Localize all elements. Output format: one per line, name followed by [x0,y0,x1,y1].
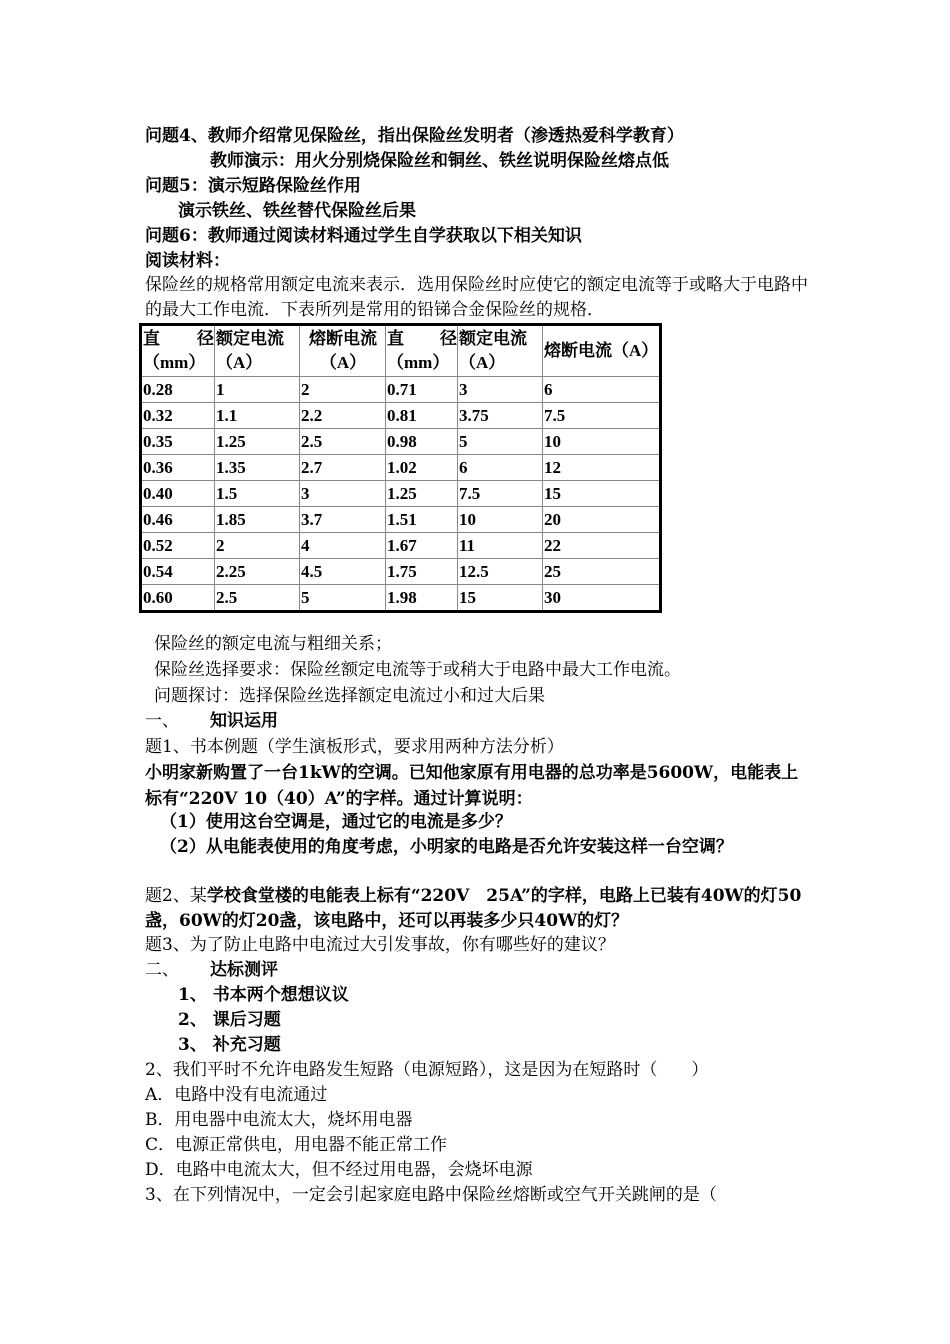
table-cell: 1.5 [215,481,300,507]
question-2-stem: 2、我们平时不允许电路发生短路（电源短路），这是因为在短路时（ ） [145,1060,709,1080]
table-cell: 3.75 [458,403,543,429]
exercise-1-heading: 题1、书本例题（学生演板形式，要求用两种方法分析） [145,737,564,757]
table-cell: 2.5 [215,585,300,612]
reading-material-body: 保险丝的规格常用额定电流来表示．选用保险丝时应使它的额定电流等于或略大于电路中的最大工作电流．下表所列是常用的铅锑合金保险丝的规格． [145,275,808,320]
table-row [141,455,661,481]
table-cell: 25 [543,559,661,585]
table-cell: 2 [215,533,300,559]
table-cell: 1.02 [386,455,458,481]
table-cell: 4.5 [300,559,386,585]
table-cell: 0.40 [141,481,215,507]
table-cell: 1.67 [386,533,458,559]
table-cell: 2 [300,377,386,403]
section-1-title: 知识运用 [210,711,278,731]
fuse-relation-note: 保险丝的额定电流与粗细关系； [154,634,392,654]
table-cell: 6 [543,377,661,403]
table-cell: 4 [300,533,386,559]
table-cell: 0.28 [141,377,215,403]
table-cell: 0.35 [141,429,215,455]
question-5-line: 问题5：演示短路保险丝作用 [145,176,361,196]
table-cell: 10 [458,507,543,533]
exercise-1-question-2: （2）从电能表使用的角度考虑，小明家的电路是否允许安装这样一台空调？ [160,837,733,857]
table-cell: 1.85 [215,507,300,533]
table-row [141,507,661,533]
table-row [141,429,661,455]
table-cell: 12 [543,455,661,481]
table-cell: 7.5 [543,403,661,429]
table-cell: 3.7 [300,507,386,533]
question-2-option-d: D．电路中电流太大，但不经过用电器，会烧坏电源 [145,1160,533,1180]
fuse-requirement-note: 保险丝选择要求：保险丝额定电流等于或稍大于电路中最大工作电流。 [154,660,681,680]
table-cell: 0.81 [386,403,458,429]
table-row [141,533,661,559]
section-1-number: 一、 [145,711,179,731]
table-cell: 3 [458,377,543,403]
table-cell: 0.71 [386,377,458,403]
header-melting-current-1: 熔断电流 （A） [300,325,386,377]
reading-material-title: 阅读材料： [145,251,230,271]
question-3-stem: 3、在下列情况中，一定会引起家庭电路中保险丝熔断或空气开关跳闸的是（ [145,1185,717,1205]
table-row [141,559,661,585]
question-4-line: 问题4、教师介绍常见保险丝，指出保险丝发明者（渗透热爱科学教育） [145,126,684,146]
table-cell: 0.36 [141,455,215,481]
table-cell: 11 [458,533,543,559]
assessment-item-3: 3、 补充习题 [178,1035,281,1055]
table-cell: 20 [543,507,661,533]
table-cell: 6 [458,455,543,481]
header-melting-current-2: 熔断电流（A） [543,325,661,377]
table-cell: 1.98 [386,585,458,612]
table-row [141,585,661,612]
exercise-1-question-1: （1）使用这台空调是，通过它的电流是多少？ [160,812,512,832]
exercise-2 [145,884,810,934]
header-diameter-1: 直 径 （mm） [141,325,215,377]
table-cell: 30 [543,585,661,612]
exercise-2-prefix: 题2、某 [145,886,207,906]
table-cell: 22 [543,533,661,559]
header-diameter-2: 直 径 （mm） [386,325,458,377]
table-cell: 1.25 [386,481,458,507]
question-2-option-b: B．用电器中电流太大，烧坏用电器 [145,1110,413,1130]
table-cell: 0.52 [141,533,215,559]
table-cell: 12.5 [458,559,543,585]
table-cell: 1.35 [215,455,300,481]
table-cell: 10 [543,429,661,455]
table-cell: 15 [458,585,543,612]
table-row [141,377,661,403]
table-cell: 15 [543,481,661,507]
question-2-option-c: C．电源正常供电，用电器不能正常工作 [145,1135,448,1155]
table-cell: 1 [215,377,300,403]
assessment-item-2: 2、 课后习题 [178,1010,281,1030]
table-cell: 5 [300,585,386,612]
table-row [141,481,661,507]
table-row [141,403,661,429]
table-cell: 2.5 [300,429,386,455]
assessment-item-1: 1、 书本两个想想议议 [178,985,349,1005]
table-cell: 1.51 [386,507,458,533]
question-2-option-a: A．电路中没有电流通过 [145,1085,328,1105]
table-cell: 0.46 [141,507,215,533]
table-cell: 2.2 [300,403,386,429]
table-cell: 0.54 [141,559,215,585]
table-cell: 7.5 [458,481,543,507]
fuse-spec-table [139,323,662,613]
table-cell: 1.1 [215,403,300,429]
fuse-discussion-note: 问题探讨：选择保险丝选择额定电流过小和过大后果 [154,686,545,706]
header-rated-current-1: 额定电流 （A） [215,325,300,377]
table-cell: 3 [300,481,386,507]
table-cell: 1.25 [215,429,300,455]
section-2-title: 达标测评 [210,960,278,980]
section-2-number: 二、 [145,960,179,980]
question-6-line: 问题6：教师通过阅读材料通过学生自学获取以下相关知识 [145,226,582,246]
exercise-3: 题3、为了防止电路中电流过大引发事故，你有哪些好的建议？ [145,935,615,955]
table-cell: 1.75 [386,559,458,585]
teacher-demo-line: 教师演示：用火分别烧保险丝和铜丝、铁丝说明保险丝熔点低 [210,151,669,171]
table-cell: 0.98 [386,429,458,455]
exercise-2-body: 学校食堂楼的电能表上标有“220V 25A”的字样，电路上已装有40W的灯50盏，60W的灯20盏，该电路中，还可以再装多少只40W的灯？ [145,886,802,931]
table-cell: 5 [458,429,543,455]
demo-iron-wire-line: 演示铁丝、铁丝替代保险丝后果 [178,201,416,221]
exercise-1-body: 小明家新购置了一台1kW的空调。已知他家原有用电器的总功率是5600W，电能表上标有“220V 10（40）A”的字样。通过计算说明： [145,763,799,809]
header-rated-current-2: 额定电流 （A） [458,325,543,377]
table-cell: 2.7 [300,455,386,481]
table-header-row [141,325,661,377]
table-cell: 2.25 [215,559,300,585]
table-cell: 0.60 [141,585,215,612]
table-cell: 0.32 [141,403,215,429]
